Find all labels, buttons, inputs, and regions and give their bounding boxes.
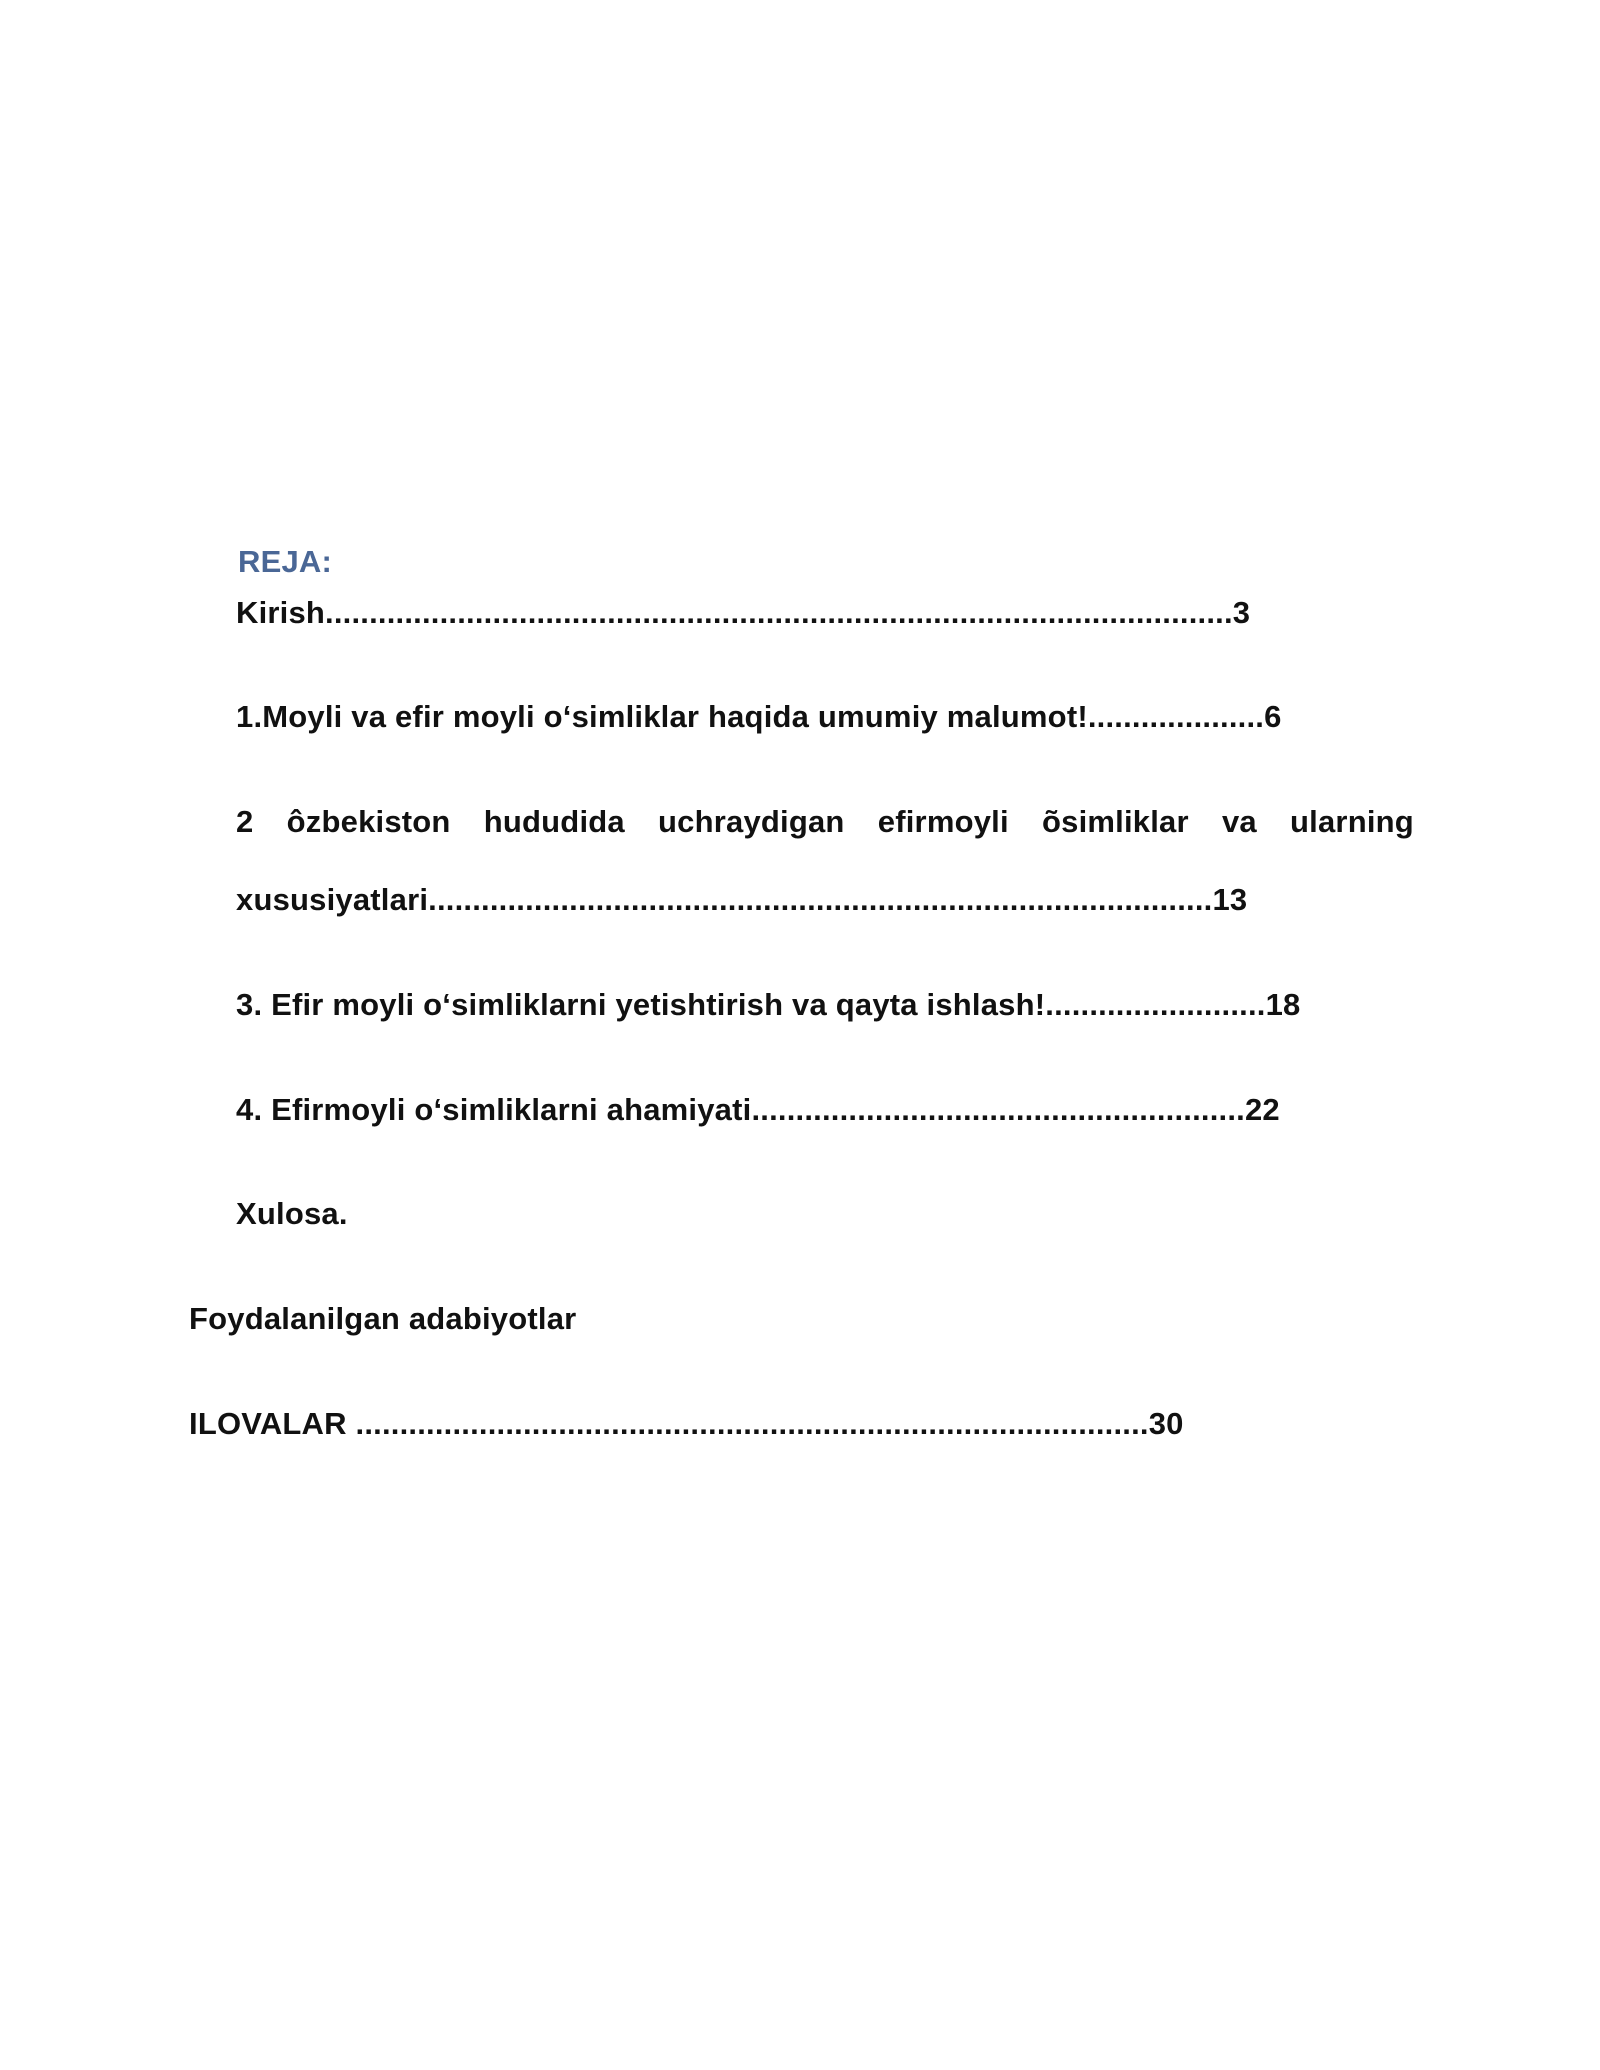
toc-word: hududida (483, 804, 625, 839)
toc-word: uchraydigan (658, 804, 845, 839)
toc-entry-references: Foydalanilgan adabiyotlar (189, 1301, 577, 1336)
toc-word: efirmoyli (877, 804, 1009, 839)
toc-entry-xulosa: Xulosa. (236, 1196, 348, 1231)
toc-heading: REJA: (238, 544, 333, 579)
toc-word: va (1221, 804, 1257, 839)
toc-word: ôzbekiston (286, 804, 451, 839)
toc-word: 2 (236, 804, 254, 839)
toc-entry-appendices: ILOVALAR ..........................................................................................30 (189, 1406, 1184, 1441)
toc-word: ularning (1290, 804, 1414, 839)
toc-entry-section-3: 3. Efir moyli o‘simliklarni yetishtirish va qayta ishlash!.........................18 (236, 987, 1301, 1022)
toc-entry-section-4: 4. Efirmoyli o‘simliklarni ahamiyati........................................................22 (236, 1092, 1280, 1127)
toc-entry-section-2-line-1 (236, 802, 1414, 842)
toc-entry-section-2-line-2: xususiyatlari.........................................................................................13 (236, 882, 1248, 917)
toc-entry-section-1: 1.Moyli va efir moyli o‘simliklar haqida umumiy malumot!....................6 (236, 699, 1282, 734)
toc-entry-kirish: Kirish.......................................................................................................3 (236, 595, 1251, 630)
toc-word: õsimliklar (1042, 804, 1189, 839)
